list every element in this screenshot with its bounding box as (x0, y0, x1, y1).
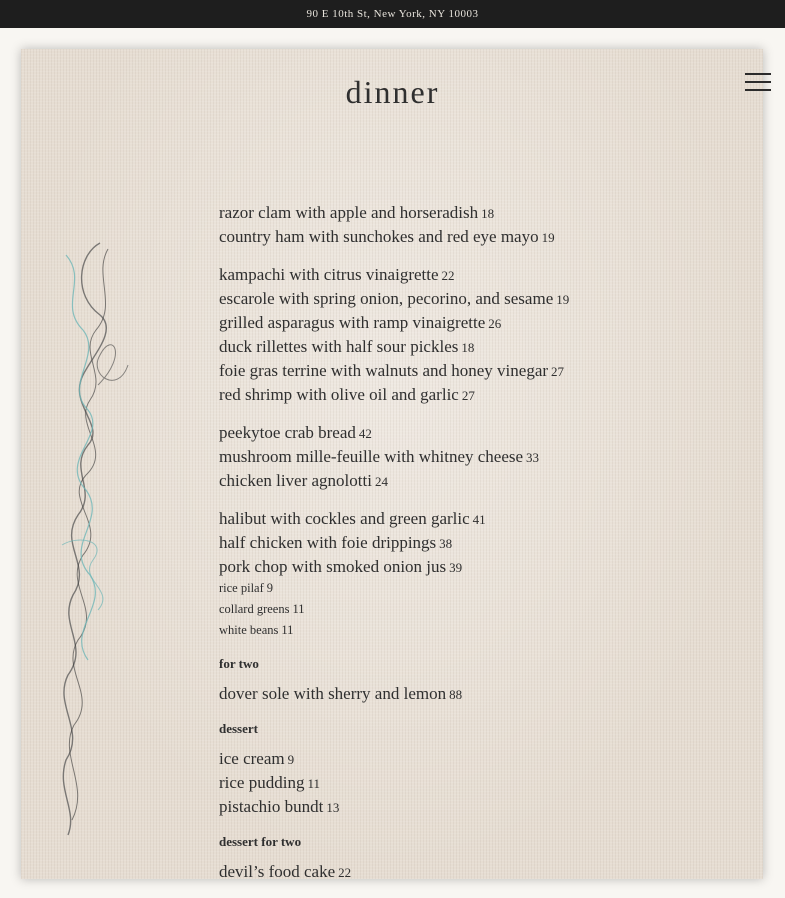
menu-item: rice pudding 11 (219, 773, 320, 792)
menu-item: chicken liver agnolotti 24 (219, 471, 388, 490)
menu-item: pork chop with smoked onion jus 39 (219, 557, 463, 576)
menu-item: kampachi with citrus vinaigrette 22 (219, 265, 455, 284)
menu-item: country ham with sunchokes and red eye mayo 19 (219, 227, 555, 246)
sides-list (219, 578, 739, 641)
menu-item: mushroom mille-feuille with whitney cheese 33 (219, 447, 540, 466)
side-item: rice pilaf 9 (219, 581, 274, 595)
menu-item: dover sole with sherry and lemon 88 (219, 684, 463, 703)
menu-item: escarole with spring onion, pecorino, and sesame 19 (219, 289, 570, 308)
menu-group-4 (219, 507, 739, 641)
side-item: white beans 11 (219, 623, 294, 637)
menu-group-2 (219, 263, 739, 407)
decorative-scribble (38, 235, 138, 845)
menu-item: half chicken with foie drippings 38 (219, 533, 453, 552)
section-heading: dessert (219, 721, 258, 736)
side-item: collard greens 11 (219, 602, 305, 616)
menu-item: duck rillettes with half sour pickles 18 (219, 337, 475, 356)
menu-item: ice cream 9 (219, 749, 295, 768)
address-text[interactable]: 90 E 10th St, New York, NY 10003 (306, 8, 479, 20)
section-heading: dessert for two (219, 834, 302, 849)
menu-item: devil’s food cake 22 (219, 862, 352, 881)
page-title: dinner (345, 74, 440, 110)
menu-item: razor clam with apple and horseradish 18 (219, 203, 495, 222)
menu-item: foie gras terrine with walnuts and honey vinegar 27 (219, 361, 565, 380)
menu-item: halibut with cockles and green garlic 41 (219, 509, 486, 528)
dessert-for-two-section (219, 833, 739, 884)
menu-item: peekytoe crab bread 42 (219, 423, 372, 442)
address-bar (0, 0, 785, 28)
menu-item: red shrimp with olive oil and garlic 27 (219, 385, 475, 404)
dessert-section (219, 720, 739, 819)
menu-group-3 (219, 421, 739, 493)
for-two-section (219, 655, 739, 706)
menu-item: pistachio bundt 13 (219, 797, 340, 816)
menu-group-1 (219, 201, 739, 249)
menu-list (219, 201, 739, 898)
section-heading: for two (219, 656, 259, 671)
menu-item: grilled asparagus with ramp vinaigrette 26 (219, 313, 502, 332)
